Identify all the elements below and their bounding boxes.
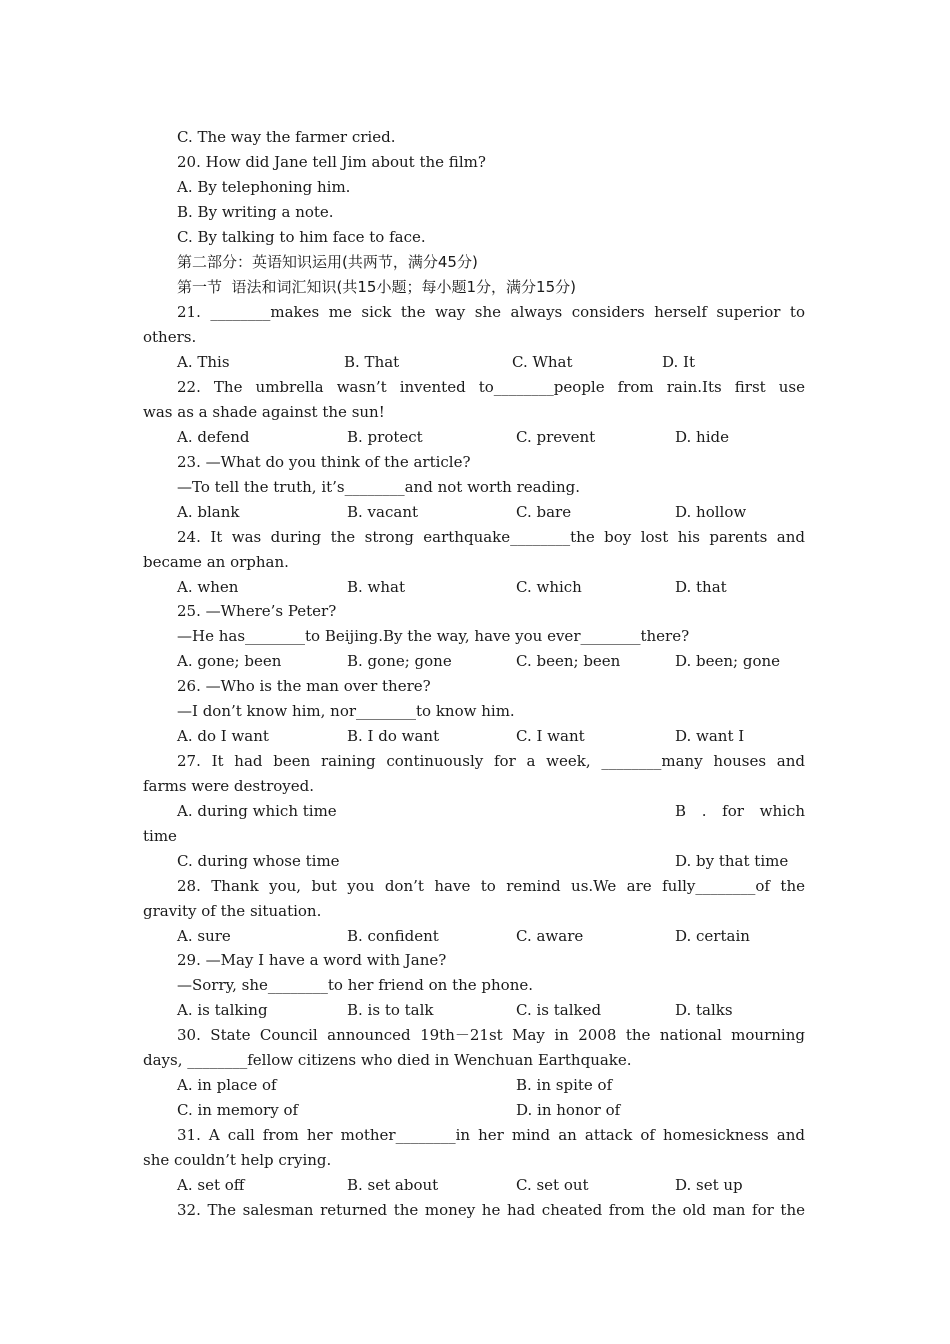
q23-stem: 23. —What do you think of the article? [177, 453, 471, 471]
q27-option-d: D. by that time [675, 852, 789, 870]
q28-option-b: B. confident [347, 927, 439, 945]
q30-stem-line1: 30. State Council announced 19th－21st May in 2008 the national mourning [177, 1026, 805, 1044]
q29-option-d: D. talks [675, 1001, 733, 1019]
q23-option-a: A. blank [177, 503, 240, 521]
q20-option-a: A. By telephoning him. [177, 178, 351, 196]
q22-option-c: C. prevent [516, 428, 596, 446]
q29-option-a: A. is talking [177, 1001, 268, 1019]
q21-stem-line1: 21. ________makes me sick the way she always considers herself superior to [177, 303, 805, 321]
q20-stem: 20. How did Jane tell Jim about the film? [177, 153, 486, 171]
q26-option-c: C. I want [516, 727, 585, 745]
q30-option-a: A. in place of [177, 1076, 277, 1094]
q28-option-a: A. sure [177, 927, 231, 945]
q26-option-a: A. do I want [177, 727, 269, 745]
q23-reply: —To tell the truth, it’s________and not worth reading. [177, 478, 580, 496]
q25-option-a: A. gone; been [177, 652, 282, 670]
q24-stem-line2: became an orphan. [143, 553, 289, 571]
section-heading-1: 第一节 语法和词汇知识(共15小题；每小题1分，满分15分) [177, 278, 576, 296]
q32-stem-line1: 32. The salesman returned the money he had cheated from the old man for the [177, 1201, 805, 1219]
q27-option-a: A. during which time [177, 802, 337, 820]
q23-option-d: D. hollow [675, 503, 747, 521]
q19-option-c: C. The way the farmer cried. [177, 128, 396, 146]
q21-option-b: B. That [344, 353, 400, 371]
q27-stem-line1: 27. It had been raining continuously for a week, ________many houses and [177, 752, 805, 770]
q31-option-b: B. set about [347, 1176, 439, 1194]
q27-stem-line2: farms were destroyed. [143, 777, 315, 795]
q27-option-b-wrap: time [143, 827, 177, 845]
q26-reply: —I don’t know him, nor________to know him. [177, 702, 515, 720]
q28-stem-line2: gravity of the situation. [143, 902, 322, 920]
q25-option-c: C. been; been [516, 652, 621, 670]
q22-option-b: B. protect [347, 428, 423, 446]
q30-option-d: D. in honor of [516, 1101, 621, 1119]
q21-option-a: A. This [177, 353, 230, 371]
q21-option-c: C. What [512, 353, 573, 371]
q22-option-d: D. hide [675, 428, 729, 446]
q23-option-c: C. bare [516, 503, 572, 521]
q22-option-a: A. defend [177, 428, 250, 446]
q22-stem-line2: was as a shade against the sun! [143, 403, 385, 421]
q31-option-d: D. set up [675, 1176, 743, 1194]
q21-stem-line2: others. [143, 328, 197, 346]
q25-stem: 25. —Where’s Peter? [177, 602, 337, 620]
q25-option-d: D. been; gone [675, 652, 781, 670]
q26-stem: 26. —Who is the man over there? [177, 677, 431, 695]
q29-stem: 29. —May I have a word with Jane? [177, 951, 447, 969]
q25-option-b: B. gone; gone [347, 652, 452, 670]
q22-stem-line1: 22. The umbrella wasn’t invented to________people from rain.Its first use [177, 378, 805, 396]
q29-reply: —Sorry, she________to her friend on the phone. [177, 976, 534, 994]
q26-option-d: D. want I [675, 727, 745, 745]
q27-option-b: B . for which [675, 802, 805, 820]
q24-option-b: B. what [347, 578, 406, 596]
q31-stem-line1: 31. A call from her mother________in her mind an attack of homesickness and [177, 1126, 805, 1144]
section-heading-part2: 第二部分：英语知识运用(共两节，满分45分) [177, 253, 478, 271]
q25-reply: —He has________to Beijing.By the way, have you ever________there? [177, 627, 690, 645]
q31-option-a: A. set off [177, 1176, 245, 1194]
q30-option-c: C. in memory of [177, 1101, 299, 1119]
q23-option-b: B. vacant [347, 503, 419, 521]
q24-option-a: A. when [177, 578, 239, 596]
q29-option-c: C. is talked [516, 1001, 602, 1019]
q20-option-c: C. By talking to him face to face. [177, 228, 426, 246]
q28-option-c: C. aware [516, 927, 584, 945]
q31-option-c: C. set out [516, 1176, 589, 1194]
q30-stem-line2: days, ________fellow citizens who died in Wenchuan Earthquake. [143, 1051, 632, 1069]
q24-option-d: D. that [675, 578, 727, 596]
q28-stem-line1: 28. Thank you, but you don’t have to remind us.We are fully________of the [177, 877, 805, 895]
q27-option-c: C. during whose time [177, 852, 340, 870]
q31-stem-line2: she couldn’t help crying. [143, 1151, 332, 1169]
q26-option-b: B. I do want [347, 727, 440, 745]
q24-stem-line1: 24. It was during the strong earthquake________the boy lost his parents and [177, 528, 805, 546]
q28-option-d: D. certain [675, 927, 750, 945]
q24-option-c: C. which [516, 578, 582, 596]
q30-option-b: B. in spite of [516, 1076, 613, 1094]
q20-option-b: B. By writing a note. [177, 203, 334, 221]
q29-option-b: B. is to talk [347, 1001, 434, 1019]
q21-option-d: D. It [662, 353, 695, 371]
